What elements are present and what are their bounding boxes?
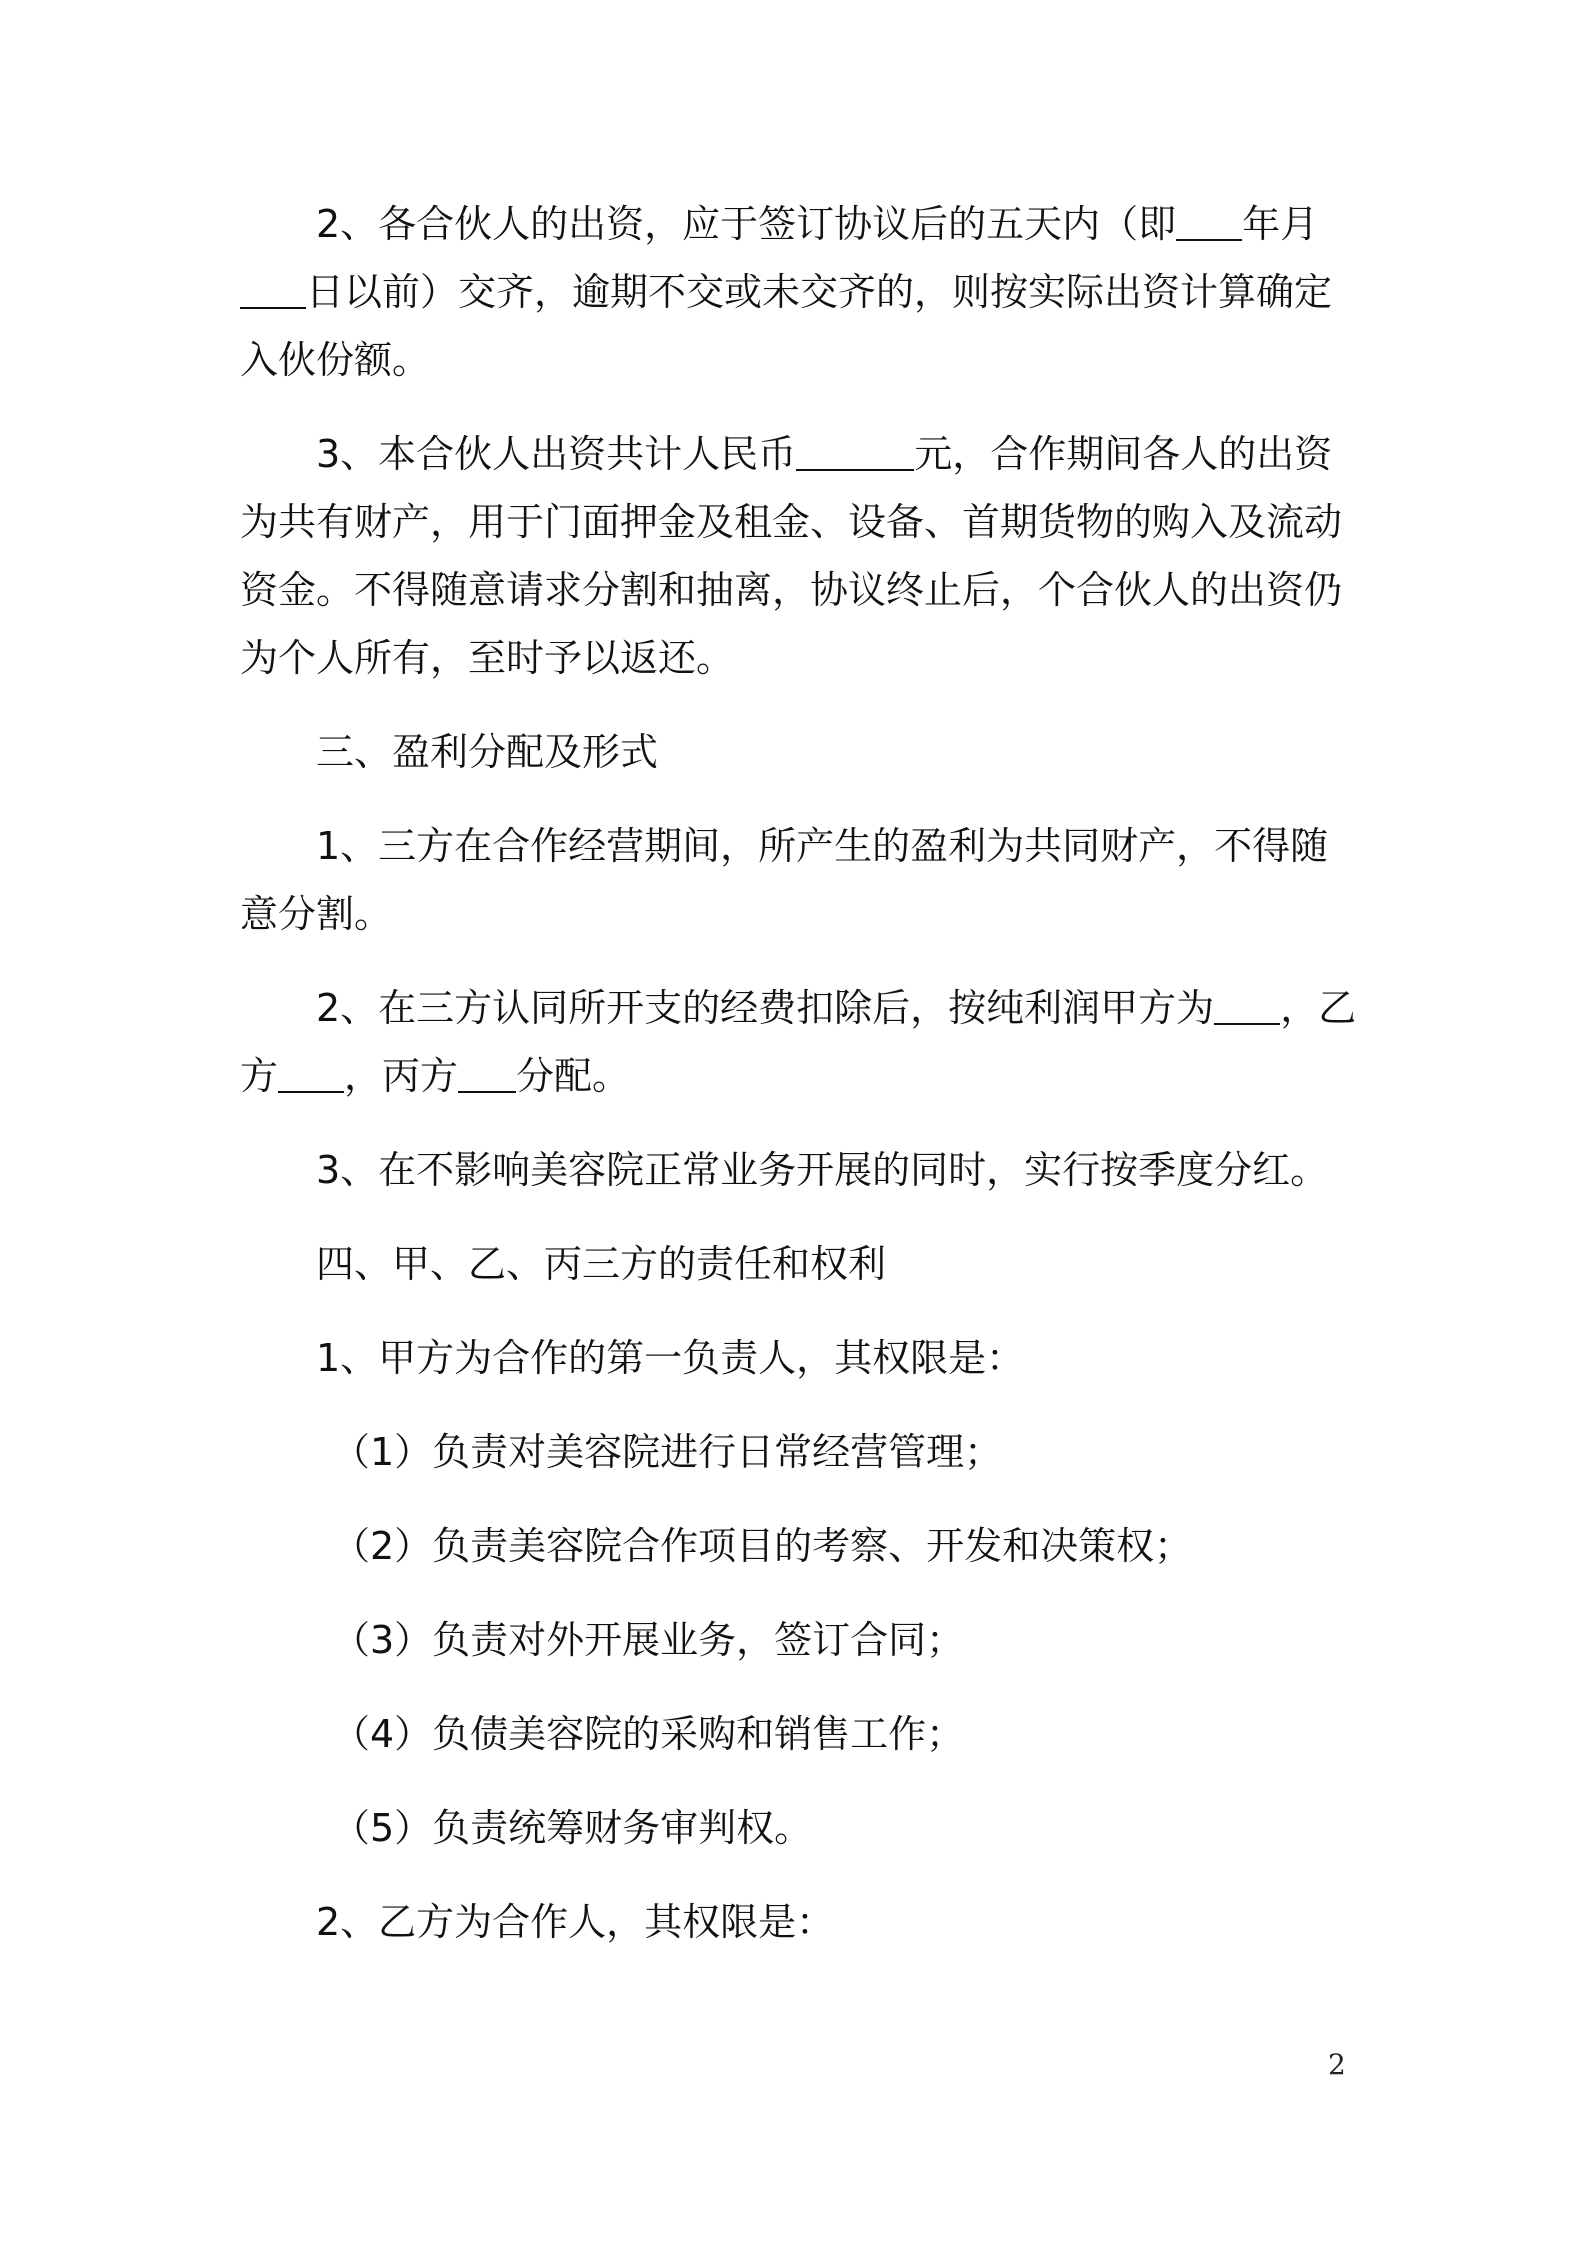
paragraph-common-property — [240, 812, 1358, 948]
fill-in-blank-amount — [796, 431, 914, 471]
paragraph-text: 1、甲方为合作的第一负责人，其权限是： — [316, 1336, 1025, 1380]
list-item-purchasing-sales — [240, 1700, 1358, 1768]
paragraph-text: 元，合作期间各人的出资为共有财产，用于门面押金及租金、设备、首期货物的购入及流动资金。不得随意请求分割和抽离，协议终止后，个合伙人的出资仍为个人所有，至时予以返还。 — [240, 432, 1343, 680]
paragraph-party-b-authority — [240, 1888, 1358, 1956]
list-item-text: （3）负责对外开展业务，签订合同； — [332, 1618, 965, 1662]
paragraph-text: 日以前）交齐，逾期不交或未交齐的，则按实际出资计算确定入伙份额。 — [240, 270, 1333, 382]
paragraph-text: 分配。 — [516, 1054, 631, 1098]
fill-in-blank-year — [1176, 201, 1242, 241]
list-item-text: （1）负责对美容院进行日常经营管理； — [332, 1430, 1003, 1474]
list-item-project-decision — [240, 1512, 1358, 1580]
page-number: 2 — [1328, 2048, 1346, 2081]
fill-in-blank-party-b-share — [278, 1053, 344, 1093]
paragraph-total-contribution — [240, 420, 1358, 692]
paragraph-contribution-deadline — [240, 190, 1358, 394]
heading-text: 三、盈利分配及形式 — [316, 730, 659, 774]
list-item-text: （2）负责美容院合作项目的考察、开发和决策权； — [332, 1524, 1193, 1568]
list-item-external-business — [240, 1606, 1358, 1674]
paragraph-text: 年月 — [1242, 202, 1319, 246]
list-item-text: （5）负责统筹财务审判权。 — [332, 1806, 813, 1850]
paragraph-quarterly-dividend — [240, 1136, 1358, 1204]
fill-in-blank-party-c-share — [458, 1053, 516, 1093]
paragraph-text: 3、本合伙人出资共计人民币 — [316, 432, 797, 476]
paragraph-text: ，乙方 — [240, 986, 1357, 1098]
heading-text: 四、甲、乙、丙三方的责任和权利 — [316, 1242, 887, 1286]
section-heading-responsibilities — [240, 1230, 1358, 1298]
paragraph-profit-ratio — [240, 974, 1358, 1110]
paragraph-text: 2、乙方为合作人，其权限是： — [316, 1900, 835, 1944]
paragraph-text: 2、在三方认同所开支的经费扣除后，按纯利润甲方为 — [316, 986, 1215, 1030]
paragraph-text: ，丙方 — [344, 1054, 459, 1098]
paragraph-text: 1、三方在合作经营期间，所产生的盈利为共同财产，不得随意分割。 — [240, 824, 1329, 936]
paragraph-party-a-authority — [240, 1324, 1358, 1392]
list-item-daily-management — [240, 1418, 1358, 1486]
fill-in-blank-day — [240, 269, 306, 309]
fill-in-blank-party-a-share — [1214, 985, 1280, 1025]
document-body — [240, 190, 1358, 1982]
list-item-finance-review — [240, 1794, 1358, 1862]
section-heading-profit-distribution — [240, 718, 1358, 786]
paragraph-text: 2、各合伙人的出资，应于签订协议后的五天内（即 — [316, 202, 1177, 246]
paragraph-text: 3、在不影响美容院正常业务开展的同时，实行按季度分红。 — [316, 1148, 1329, 1192]
list-item-text: （4）负债美容院的采购和销售工作； — [332, 1712, 965, 1756]
